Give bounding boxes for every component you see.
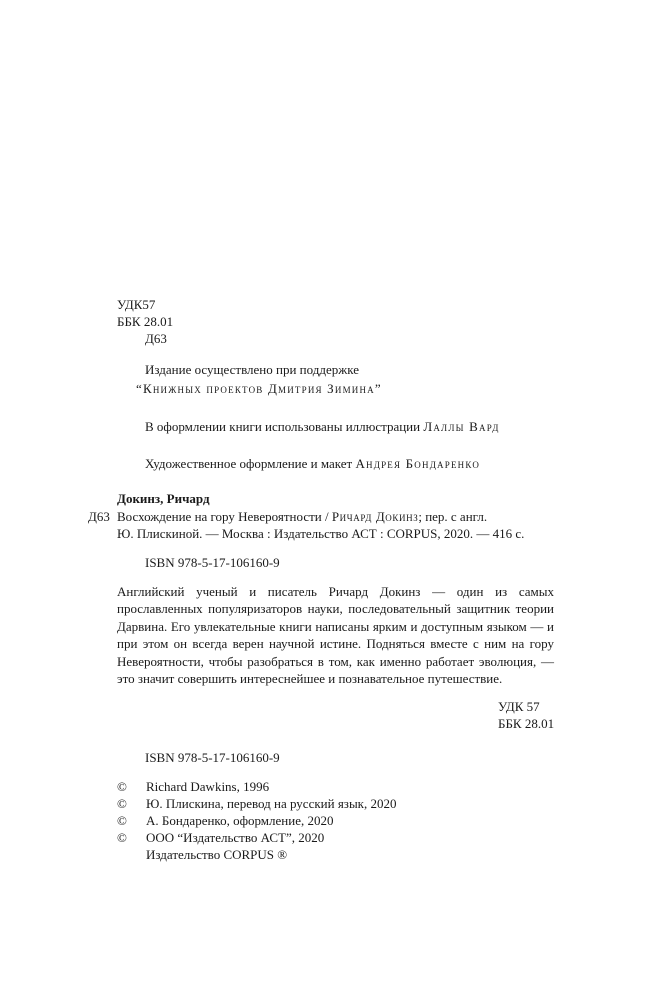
catalog-author: Докинз, Ричард [117,491,210,506]
copyright-symbol: © [117,813,127,828]
footer-udk: УДК 57 [498,699,540,714]
copyright-symbol: © [117,779,127,794]
copyright-text: ООО “Издательство АСТ”, 2020 [146,830,325,845]
illustrations-text: В оформлении книги использованы иллюстрации [145,419,424,434]
catalog-title-line [117,508,487,525]
copyright-line [117,812,333,829]
designer-name: Андрея Бондаренко [355,456,481,471]
catalog-mark: Д63 [88,509,110,524]
copyright-text: А. Бондаренко, оформление, 2020 [146,813,334,828]
footer-bbk: ББК 28.01 [498,716,555,731]
catalog-author-sc: Ричард Докинз [331,509,419,524]
catalog-isbn: ISBN 978-5-17-106160-9 [145,555,280,570]
udk-code: УДК57 [117,297,156,312]
catalog-title: Восхождение на гору Невероятности / [117,509,332,524]
author-mark: Д63 [145,331,167,346]
copyright-symbol: © [117,830,127,845]
bottom-isbn: ISBN 978-5-17-106160-9 [145,750,280,765]
copyright-symbol: © [117,796,127,811]
illustrator-name: Лаллы Вард [423,419,500,434]
bbk-code: ББК 28.01 [117,314,174,329]
design-text: Художественное оформление и макет [145,456,356,471]
support-line-1: Издание осуществлено при поддержке [145,362,360,377]
design-credit [145,455,480,472]
copyright-text: Ю. Плискина, перевод на русский язык, 2020 [146,796,397,811]
copyright-text: Richard Dawkins, 1996 [146,779,270,794]
copyright-line [117,829,324,846]
catalog-imprint: Ю. Плискиной. — Москва : Издательство АСТ : CORPUS, 2020. — 416 с. [117,526,525,541]
copyright-line [117,795,397,812]
support-line-2: “Книжных проектов Дмитрия Зимина” [136,381,382,396]
catalog-translation: ; пер. с англ. [418,509,488,524]
illustrations-credit [145,418,500,435]
annotation: Английский ученый и писатель Ричард Докинз — один из самых прославленных популяризаторов науки, последовательный защитник теории Дарвина. Его увлекательные книги написаны ярким и доступным языком — и при этом он всегда верен научной истине. Подняться вместе с ним на гору Невероятности, чтобы разобраться в том, как именно работает эволюция, — это значит совершить интереснейшее и познавательное путешествие. [117,584,554,687]
copyright-line [117,778,269,795]
publisher-mark: Издательство CORPUS ® [146,847,288,862]
